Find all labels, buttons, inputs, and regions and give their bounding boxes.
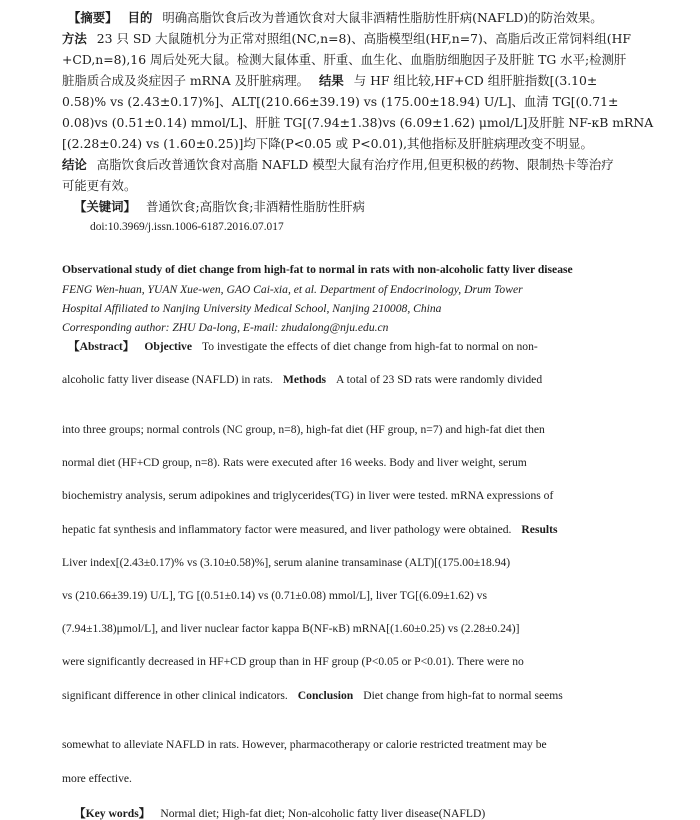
cn-line-7 xyxy=(62,138,593,150)
en-line-text: alcoholic fatty liver disease (NAFLD) in rats. xyxy=(62,373,273,387)
cn-line-text: [(2.28±0.24) vs (1.60±0.25)]均下降(P<0.05 或 P<0.01),其他指标及肝脏病理改变不明显。 xyxy=(62,136,593,151)
cn-line-text: 23 只 SD 大鼠随机分为正常对照组(NC,n=8)、高脂模型组(HF,n=7)、高脂后改正常饲料组(HF xyxy=(96,31,632,46)
methods-en-label: Methods xyxy=(282,373,327,387)
author-line-1 xyxy=(62,284,523,296)
en-line-text: were significantly decreased in HF+CD group than in HF group (P<0.05 or P<0.01). There were no xyxy=(62,655,524,669)
keywords-en-text: Normal diet; High-fat diet; Non-alcoholic fatty liver disease(NAFLD) xyxy=(160,806,486,820)
keywords-cn-label: 【关键词】 xyxy=(74,199,136,214)
results-cn-label: 结果 xyxy=(319,73,344,88)
cn-line-text: 0.08)vs (0.51±0.14) mmol/L]、肝脏 TG[(7.94±1.38)vs (6.09±1.62) μmol/L]及肝脏 NF-κB mRNA xyxy=(62,115,654,130)
keywords-cn-text: 普通饮食;高脂饮食;非酒精性脂肪性肝病 xyxy=(145,199,365,214)
en-line-7 xyxy=(62,557,510,569)
en-line-12 xyxy=(62,739,547,751)
en-line-text: significant difference in other clinical indicators. xyxy=(62,688,288,702)
cn-line-text: 高脂饮食后改普通饮食对高脂 NAFLD 模型大鼠有治疗作用,但更积极的药物、限制热卡等治疗 xyxy=(96,157,614,172)
results-en-label: Results xyxy=(521,522,558,536)
methods-cn-label: 方法 xyxy=(62,31,87,46)
en-line-9 xyxy=(62,623,519,635)
cn-line-9 xyxy=(62,180,136,192)
en-line-text: biochemistry analysis, serum adipokines and triglycerides(TG) in liver were tested. mRNA expressions of xyxy=(62,489,554,503)
en-line-text: Diet change from high-fat to normal seems xyxy=(363,688,563,702)
en-line-1 xyxy=(68,341,538,353)
en-line-text: hepatic fat synthesis and inflammatory factor were measured, and liver pathology were obtained. xyxy=(62,522,512,536)
en-line-3 xyxy=(62,424,545,436)
cn-line-1 xyxy=(68,12,603,24)
cn-line-text: 与 HF 组比较,HF+CD 组肝脏指数[(3.10± xyxy=(353,73,598,88)
doi-text: doi:10.3969/j.issn.1006-6187.2016.07.017 xyxy=(90,221,284,233)
abstract-cn-label: 【摘要】 xyxy=(68,10,118,25)
en-line-4 xyxy=(62,457,527,469)
en-line-text: into three groups; normal controls (NC group, n=8), high-fat diet (HF group, n=7) and high-fat diet then xyxy=(62,423,545,436)
en-line-text: (7.94±1.38)μmol/L], and liver nuclear factor kappa B(NF-κB) mRNA[(1.60±0.25) vs (2.28±0.24)] xyxy=(62,622,520,636)
cn-line-text: 脏脂质合成及炎症因子 mRNA 及肝脏病理。 xyxy=(62,73,309,88)
en-line-text: somewhat to alleviate NAFLD in rats. However, pharmacotherapy or calorie restricted treatment may be xyxy=(62,738,547,752)
cn-line-text: 0.58)% vs (2.43±0.17)%]、ALT[(210.66±39.19) vs (175.00±18.94) U/L]、血清 TG[(0.71± xyxy=(62,94,619,109)
en-line-text: normal diet (HF+CD group, n=8). Rats were executed after 16 weeks. Body and liver weight, serum xyxy=(62,456,527,470)
keywords-en xyxy=(74,808,485,820)
en-line-text: Liver index[(2.43±0.17)% vs (3.10±0.58)%], serum alanine transaminase (ALT)[(175.00±18.94) xyxy=(62,555,511,569)
en-line-11 xyxy=(62,690,563,702)
cn-line-text: 明确高脂饮食后改为普通饮食对大鼠非酒精性脂肪性肝病(NAFLD)的防治效果。 xyxy=(162,10,603,25)
en-line-5 xyxy=(62,490,553,502)
conclusion-cn-label: 结论 xyxy=(62,157,87,172)
keywords-en-label: 【Key words】 xyxy=(74,806,151,820)
en-line-text: more effective. xyxy=(62,771,132,785)
author-text: Corresponding author: ZHU Da-long, E-mail: zhudalong@nju.edu.cn xyxy=(62,321,389,334)
en-line-2 xyxy=(62,374,542,386)
objective-cn-label: 目的 xyxy=(127,10,153,25)
en-line-8 xyxy=(62,590,487,602)
en-line-13 xyxy=(62,773,132,785)
cn-line-text: +CD,n=8),16 周后处死大鼠。检测大鼠体重、肝重、血生化、血脂肪细胞因子及肝脏 TG 水平;检测肝 xyxy=(62,52,627,67)
objective-en-label: Objective xyxy=(144,340,192,353)
en-line-10 xyxy=(62,656,524,668)
author-line-2 xyxy=(62,303,441,315)
cn-line-4 xyxy=(62,75,597,87)
author-text: FENG Wen-huan, YUAN Xue-wen, GAO Cai-xia, et al. Department of Endocrinology, Drum Tower xyxy=(62,283,523,296)
en-line-text: A total of 23 SD rats were randomly divided xyxy=(336,373,543,387)
conclusion-en-label: Conclusion xyxy=(297,688,354,702)
cn-line-text: 可能更有效。 xyxy=(62,178,137,193)
en-line-text: vs (210.66±39.19) U/L], TG [(0.51±0.14) vs (0.71±0.08) mmol/L], liver TG[(6.09±1.62) vs xyxy=(62,589,487,602)
en-line-6 xyxy=(62,524,558,536)
cn-line-5 xyxy=(62,96,618,108)
keywords-cn xyxy=(74,201,365,213)
abstract-en-label: 【Abstract】 xyxy=(68,340,135,353)
cn-line-2 xyxy=(62,33,631,45)
author-line-3 xyxy=(62,322,388,334)
cn-line-8 xyxy=(62,159,614,171)
cn-line-3 xyxy=(62,54,626,66)
author-text: Hospital Affiliated to Nanjing University Medical School, Nanjing 210008, China xyxy=(62,302,442,315)
doi xyxy=(90,222,284,233)
english-title-text: Observational study of diet change from high-fat to normal in rats with non-alcoholic fatty liver disease xyxy=(62,263,573,276)
en-line-text: To investigate the effects of diet change from high-fat to normal on non- xyxy=(202,340,538,353)
cn-line-6 xyxy=(62,117,653,129)
english-title xyxy=(62,264,573,276)
